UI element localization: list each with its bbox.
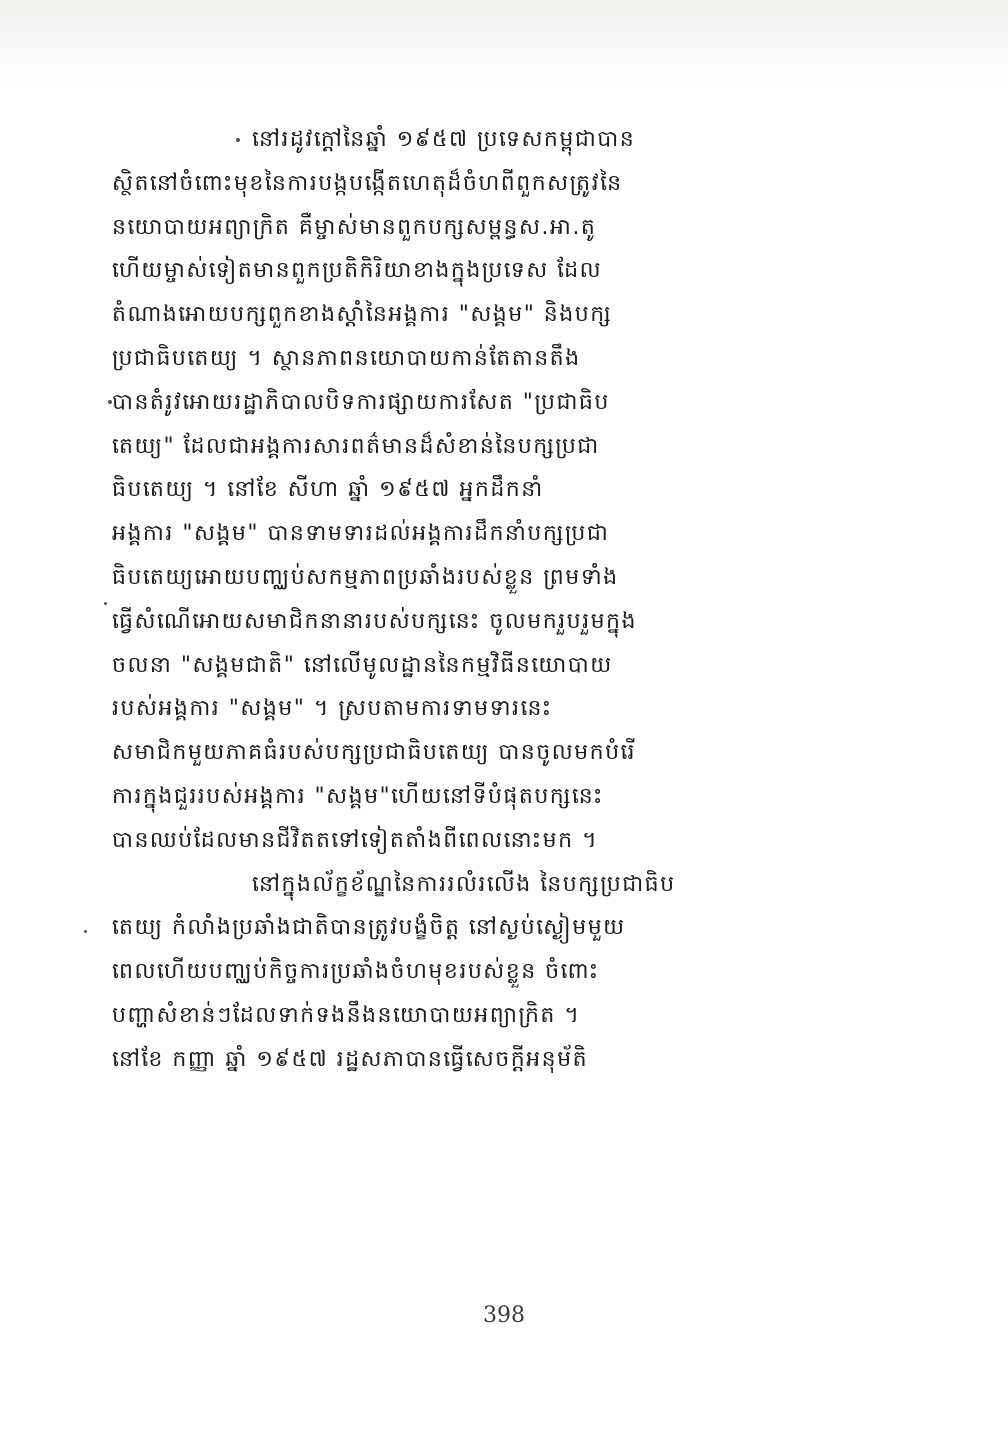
text-line: សមាជិកមួយភាគធំរបស់បក្សប្រជាធិបតេយ្យ បានចូលមកបំរើ [112,740,637,766]
text-line: ការក្នុងជួររបស់អង្គការ "សង្គម"ហើយនៅទីបំផុតបក្សនេះ [112,783,604,809]
text-line: ហើយម្ចាស់ទៀតមានពួកប្រតិកិរិយាខាងក្នុងប្រទេស ដែល [112,258,603,284]
text-line: ចលនា "សង្គមជាតិ" នៅលើមូលដ្ឋាននៃកម្មវិធីនយោបាយ [112,652,613,678]
scan-speck [108,400,112,404]
scan-speck [84,930,87,933]
text-line: ពេលហើយបញ្ឈប់កិច្ចការប្រឆាំងចំហមុខរបស់ខ្លួន ចំពោះ [112,959,600,985]
text-line: បានតំរូវអោយរដ្ឋាភិបាលបិទការផ្សាយការសែត "ប្រជាធិប [112,389,610,415]
text-line: តំណាងអោយបក្សពួកខាងស្តាំនៃអង្គការ "សង្គម" និងបក្ស [112,302,613,328]
text-line: អង្គការ "សង្គម" បានទាមទារដល់អង្គការដឹកនាំបក្សប្រជា [112,521,610,547]
page-number: 398 [483,1303,525,1328]
text-line: តេយ្យ" ដែលជាអង្គការសារពត៌មានដ៏សំខាន់នៃបក្សប្រជា [112,433,600,459]
text-line: ប្រជាធិបតេយ្យ ។ ស្ថានភាពនយោបាយកាន់តែតានតឹង [112,345,581,371]
text-line: បញ្ហាសំខាន់ៗដែលទាក់ទងនឹងនយោបាយអព្យាក្រិត ។ [112,1002,581,1028]
text-line: នៅរដូវក្តៅនៃឆ្នាំ ១៩៥៧ ប្រទេសកម្ពុជាបាន [252,127,636,152]
text-line: ធ្វើសំណើអោយសមាជិកនានារបស់បក្សនេះ ចូលមករួបរួមក្នុង [112,608,637,634]
text-line: របស់អង្គការ "សង្គម" ។ ស្របតាមការទាមទារនេះ [112,696,553,722]
text-line: ធិបតេយ្យ ។ នៅខែ សីហា ឆ្នាំ ១៩៥៧ អ្នកដឹកនាំ [112,477,544,503]
text-line: បានឈប់ដែលមានជីវិតតទៅទៀតតាំងពីពេលនោះមក ។ [112,827,599,853]
scan-speck [236,138,240,142]
text-line: នៅខែ កញ្ញា ឆ្នាំ ១៩៥៧ រដ្ឋសភាបានធ្វើសេចក្តីអនុម័តិ [112,1046,589,1072]
text-line: ស្ថិតនៅចំពោះមុខនៃការបង្កបង្កើតហេតុដ៏ចំហពីពួកសត្រូវនៃ [112,170,623,196]
text-line: ធិបតេយ្យអោយបញ្ឈប់សកម្មភាពប្រឆាំងរបស់ខ្លួន ព្រមទាំង [112,564,619,590]
scan-speck [104,602,107,605]
text-line: នៅក្នុងល័ក្ខខ័ណ្ឌនៃការរលំរលើង នៃបក្សប្រជាធិប [252,871,676,897]
text-line: នយោបាយអព្យាក្រិត គឺម្ចាស់មានពួកបក្សសម្ពន្ធស.អា.តូ [112,214,597,240]
body-text [112,118,942,1082]
text-line: តេយ្យ កំលាំងប្រឆាំងជាតិបានត្រូវបង្ខំចិត្ត នៅស្ងប់ស្ងៀមមួយ [112,915,626,941]
